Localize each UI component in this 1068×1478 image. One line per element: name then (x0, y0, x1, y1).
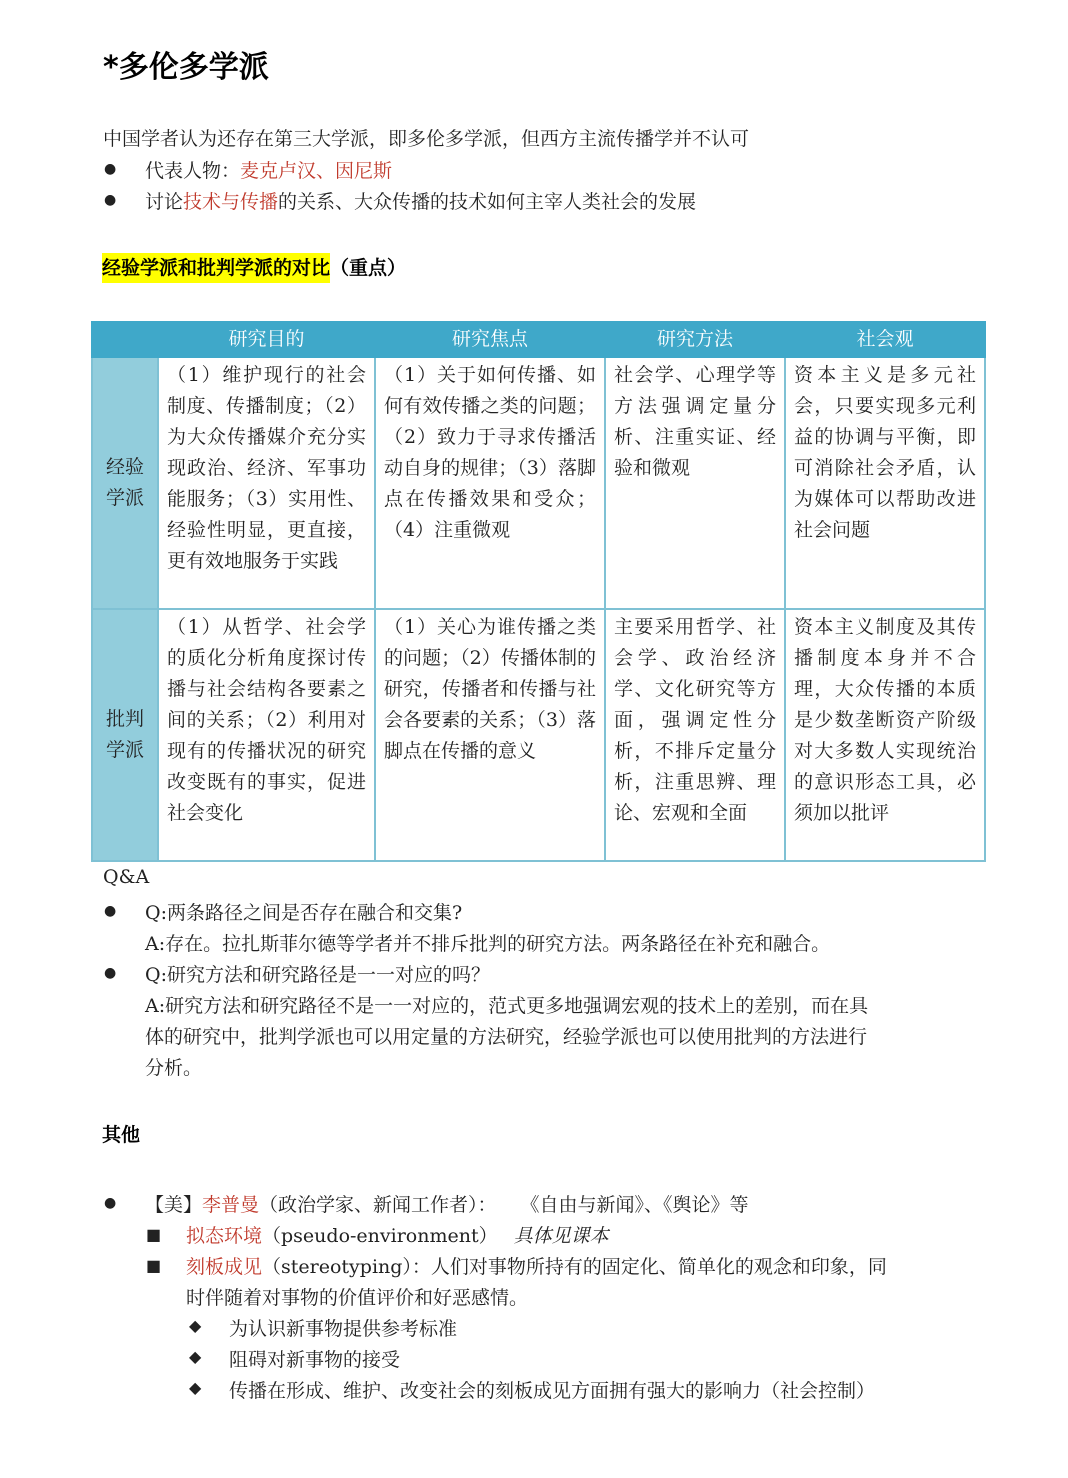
answer-1: A:存在。拉扎斯菲尔德等学者并不排斥批判的研究方法。两条路径在补充和融合。 (145, 933, 831, 955)
diamond-bullet: ◆ (189, 1378, 202, 1397)
representatives-names: 麦克卢汉、因尼斯 (240, 160, 393, 182)
table-row (92, 357, 985, 609)
highlighted-heading: 经验学派和批判学派的对比 (102, 253, 330, 283)
stereotyping-line-2: 时伴随着对事物的价值评价和好恶感情。 (186, 1287, 529, 1309)
bullet-dot: ● (104, 965, 117, 981)
bullet-label: 代表人物： (145, 160, 241, 182)
diamond-bullet: ◆ (189, 1347, 202, 1366)
table-header-row (92, 322, 985, 357)
diamond-item: 为认识新事物提供参考标准 (229, 1318, 458, 1340)
other-heading: 其他 (102, 1124, 141, 1146)
table-cell: 资本主义制度及其传播制度本身并不合理，大众传播的本质是少数垄断资产阶级对大多数人实现统治的意识形态工具，必须加以批评 (785, 609, 985, 861)
person-name: 李普曼 (202, 1194, 260, 1216)
page-title: *多伦多学派 (103, 50, 269, 85)
answer-2-line-2: 体的研究中，批判学派也可以用定量的方法研究，经验学派也可以使用批判的方法进行 (145, 1026, 868, 1048)
bullet-dot: ● (104, 1195, 117, 1211)
row-header: 批判学派 (92, 609, 158, 861)
compare-heading (102, 250, 406, 286)
person-description: （政治学家、新闻工作者）： (259, 1194, 497, 1216)
question-1: Q:两条路径之间是否存在融合和交集? (145, 902, 463, 924)
term-red: 拟态环境 (186, 1225, 263, 1247)
square-bullet: ■ (146, 1256, 162, 1275)
heading-suffix: （重点） (330, 257, 407, 279)
column-header: 研究焦点 (375, 322, 605, 357)
country-tag: 【美】 (145, 1194, 203, 1216)
table-cell: 社会学、心理学等方法强调定量分析、注重实证、经验和微观 (605, 357, 785, 609)
bullet-dot: ● (104, 903, 117, 919)
table-corner (92, 322, 158, 357)
answer-2-line-3: 分析。 (145, 1057, 203, 1079)
answer-2-line-1: A:研究方法和研究路径不是一一对应的，范式更多地强调宏观的技术上的差别，而在具 (145, 995, 869, 1017)
diamond-item: 传播在形成、维护、改变社会的刻板成见方面拥有强大的影响力（社会控制） (229, 1380, 876, 1402)
bullet-dot: ● (104, 161, 117, 177)
diamond-bullet: ◆ (189, 1316, 202, 1335)
pseudo-environment-line (186, 1221, 609, 1248)
intro-text: 中国学者认为还存在第三大学派，即多伦多学派，但西方主流传播学并不认可 (103, 128, 750, 150)
column-header: 研究目的 (158, 322, 375, 357)
bullet-text: 讨论 (145, 191, 184, 213)
table-cell: （1）关于如何传播、如何有效传播之类的问题；（2）致力于寻求传播活动自身的规律；（3）落脚点在传播效果和受众；（4）注重微观 (375, 357, 605, 609)
bullet-text: 的关系、大众传播的技术如何主宰人类社会的发展 (278, 191, 697, 213)
works-list: 《自由与新闻》、《舆论》等 (520, 1194, 749, 1216)
row-header: 经验学派 (92, 357, 158, 609)
bullet-red-text: 技术与传播 (183, 191, 279, 213)
diamond-item: 阻碍对新事物的接受 (229, 1349, 401, 1371)
table-cell: （1）维护现行的社会制度、传播制度；（2）为大众传播媒介充分实现政治、经济、军事功能服务；（3）实用性、经验性明显，更直接，更有效地服务于实践 (158, 357, 375, 609)
stereotyping-line-1 (186, 1252, 887, 1279)
table-cell: （1）关心为谁传播之类的问题；（2）传播体制的研究，传播者和传播与社会各要素的关系；（3）落脚点在传播的意义 (375, 609, 605, 861)
lippmann-line (145, 1190, 749, 1217)
qa-label: Q&A (103, 866, 150, 888)
square-bullet: ■ (146, 1225, 162, 1244)
table-row (92, 609, 985, 861)
term-red: 刻板成见 (186, 1256, 263, 1278)
table-cell: （1）从哲学、社会学的质化分析角度探讨传播与社会结构各要素之间的关系；（2）利用对现有的传播状况的研究改变既有的事实，促进社会变化 (158, 609, 375, 861)
term-note: 具体见课本 (513, 1225, 609, 1247)
bullet-representatives (145, 156, 392, 183)
table-cell: 主要采用哲学、社会学、政治经济学、文化研究等方面，强调定性分析，不排斥定量分析，注重思辨、理论、宏观和全面 (605, 609, 785, 861)
comparison-table (91, 321, 986, 862)
question-2: Q:研究方法和研究路径是一一对应的吗？ (145, 964, 490, 986)
bullet-discussion (145, 187, 696, 214)
column-header: 社会观 (785, 322, 985, 357)
bullet-dot: ● (104, 192, 117, 208)
column-header: 研究方法 (605, 322, 785, 357)
table-cell: 资本主义是多元社会，只要实现多元利益的协调与平衡，即可消除社会矛盾，认为媒体可以帮助改进社会问题 (785, 357, 985, 609)
term-definition: （stereotyping）：人们对事物所持有的固定化、简单化的观念和印象，同 (262, 1256, 887, 1278)
term-english: （pseudo-environment） (262, 1225, 498, 1247)
